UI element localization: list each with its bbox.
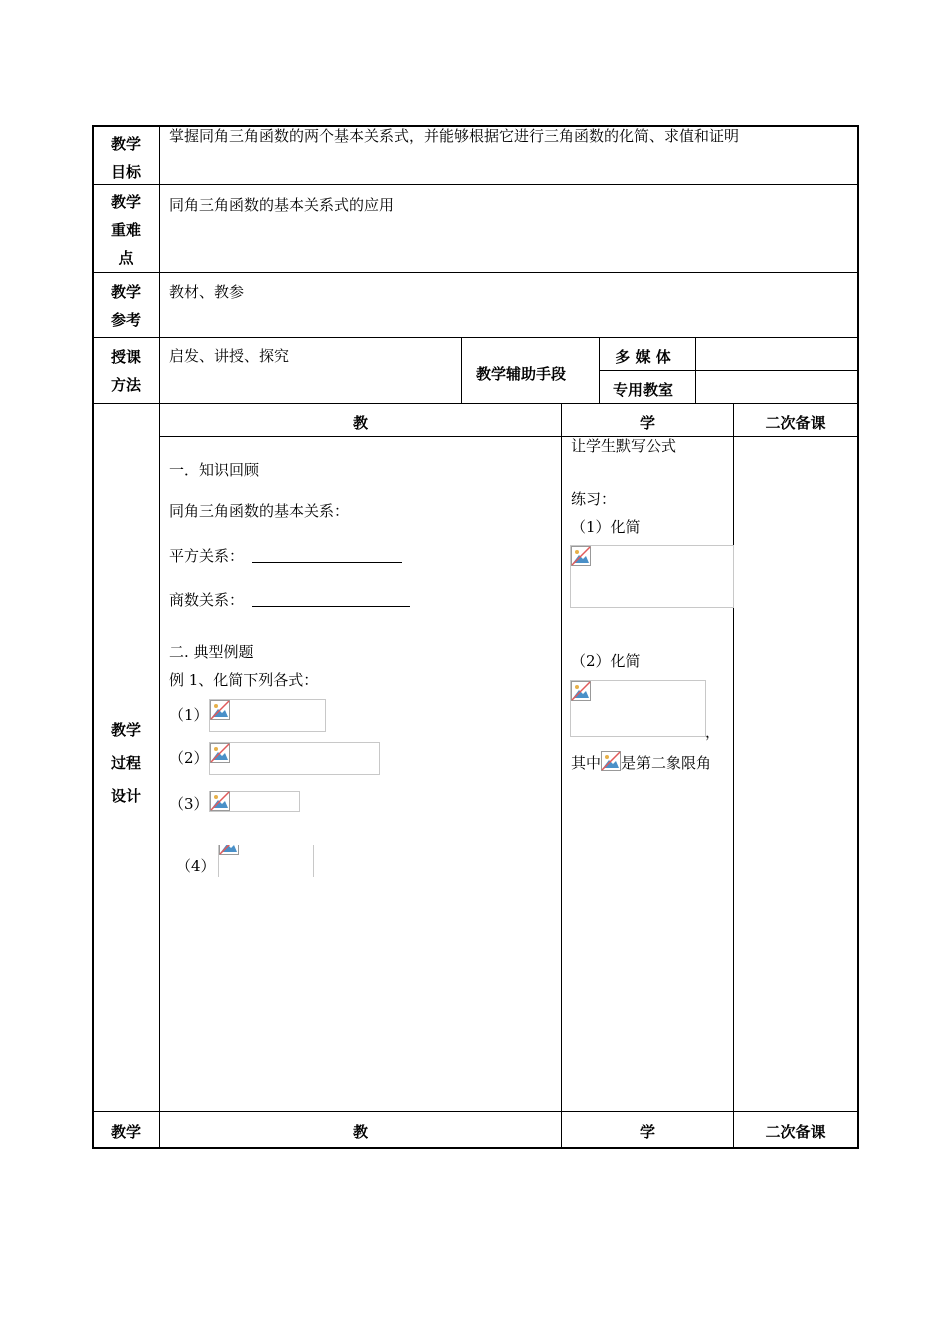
footer-learn: 学 — [639, 1123, 655, 1141]
broken-image-icon — [601, 751, 621, 771]
exercise-1-formula — [570, 545, 734, 608]
exercise-item-2: （2）化简 — [571, 652, 641, 670]
header-prep: 二次备课 — [765, 414, 826, 432]
exercise-title: 练习： — [571, 490, 617, 508]
section-review-title: 一．知识回顾 — [169, 461, 260, 479]
example1-title: 例 1、化简下列各式： — [169, 671, 319, 689]
header-teach: 教 — [352, 414, 368, 432]
broken-image-icon — [571, 681, 591, 701]
footer-label: 教学 — [110, 1123, 141, 1141]
header-learn: 学 — [639, 414, 655, 432]
method-content: 启发、讲授、探究 — [169, 347, 290, 365]
dictation-text: 让学生默写公式 — [571, 437, 677, 455]
reference-label: 教学 参考 — [110, 283, 141, 329]
quotient-relation-blank — [252, 606, 410, 607]
example-item-4-label: （4） — [176, 857, 216, 875]
teaching-aid-label: 教学辅助手段 — [475, 365, 566, 383]
exercise-item-1: （1）化简 — [571, 518, 641, 536]
example-item-3-label: （3） — [169, 795, 209, 813]
footer-prep: 二次备课 — [765, 1123, 826, 1141]
objective-content: 掌握同角三角函数的两个基本关系式，并能够根据它进行三角函数的化简、求值和证明 — [169, 127, 740, 145]
footer-teach: 教 — [352, 1123, 368, 1141]
reference-content: 教材、教参 — [169, 283, 245, 301]
process-label: 教学 过程 设计 — [110, 721, 141, 805]
broken-image-icon — [210, 743, 230, 763]
broken-image-icon — [210, 700, 230, 720]
broken-image-icon — [571, 546, 591, 566]
difficulty-label: 教学 重难 点 — [110, 193, 141, 267]
example-item-4-formula-right — [313, 845, 314, 877]
broken-image-icon — [210, 791, 230, 811]
example-item-1-label: （1） — [169, 706, 209, 724]
quotient-relation-label: 商数关系： — [169, 591, 245, 609]
aid-option-classroom: 专用教室 — [612, 381, 673, 399]
condition-prefix: 其中 — [571, 754, 602, 772]
exercise-2-condition — [571, 751, 711, 773]
square-relation-blank — [252, 562, 402, 563]
broken-image-icon — [219, 845, 239, 855]
exercise-2-comma: ， — [705, 723, 721, 741]
example-item-2-formula — [209, 742, 380, 775]
section-examples-title: 二. 典型例题 — [169, 643, 254, 661]
square-relation-label: 平方关系： — [169, 547, 245, 565]
method-label: 授课 方法 — [110, 348, 141, 394]
condition-suffix: 是第二象限角 — [621, 754, 712, 772]
example-item-2-label: （2） — [169, 749, 209, 767]
basic-relation-text: 同角三角函数的基本关系： — [169, 502, 350, 520]
objective-label: 教学 目标 — [110, 135, 141, 181]
aid-option-multimedia: 多 媒 体 — [615, 348, 671, 366]
difficulty-content: 同角三角函数的基本关系式的应用 — [169, 196, 395, 214]
